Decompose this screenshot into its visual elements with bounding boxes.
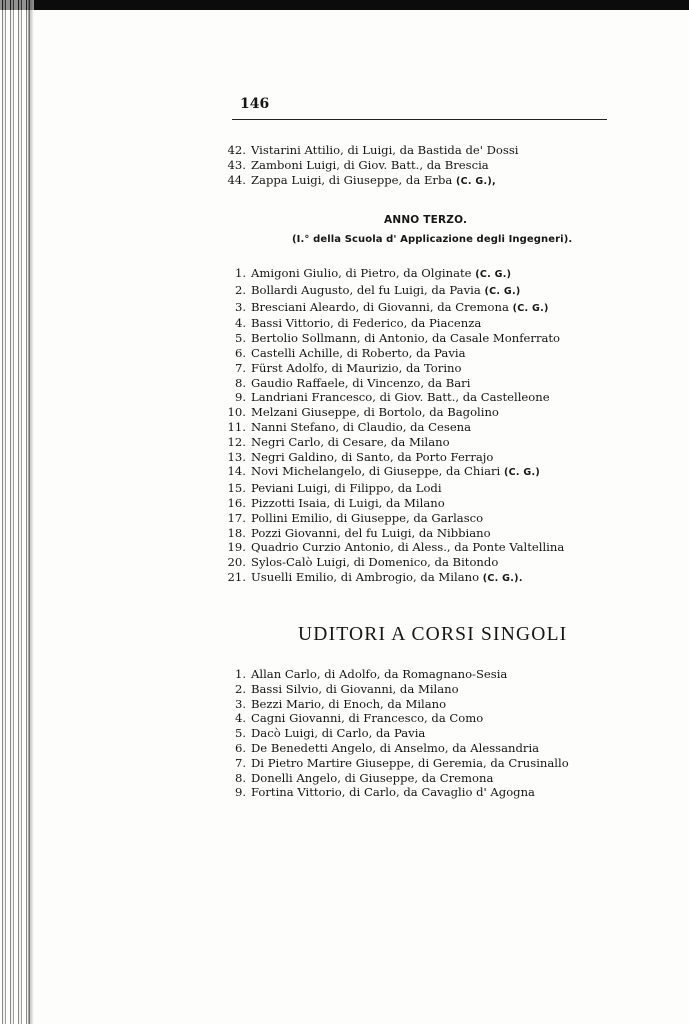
item-number: 2. <box>234 681 246 696</box>
item-text: Fürst Adolfo, di Maurizio, da Torino <box>251 360 462 375</box>
list-item <box>220 158 518 173</box>
item-text: Peviani Luigi, di Filippo, da Lodi <box>251 481 442 496</box>
item-number: 6. <box>234 740 246 755</box>
binding-shadow <box>28 0 34 1024</box>
list-item <box>220 405 564 420</box>
item-number: 42. <box>227 143 246 157</box>
item-number: 20. <box>227 555 246 570</box>
list-item <box>220 420 564 435</box>
item-number: 4. <box>234 711 246 726</box>
list-item <box>220 300 564 317</box>
item-number: 8. <box>234 770 246 785</box>
item-text: Amigoni Giulio, di Pietro, da Olginate <box>251 266 476 280</box>
list-item <box>220 726 569 741</box>
list-item <box>220 266 564 283</box>
item-text: Negri Galdino, di Santo, da Porto Ferrajo <box>251 449 494 464</box>
item-number: 3. <box>234 299 246 314</box>
continued-student-list <box>220 143 518 189</box>
item-number: 43. <box>227 157 246 172</box>
item-number: 16. <box>227 495 246 510</box>
item-number: 1. <box>234 667 246 681</box>
item-text: Sylos-Calò Luigi, di Domenico, da Bitondo <box>251 555 499 570</box>
list-item <box>220 376 564 391</box>
list-item <box>220 464 564 481</box>
item-number: 12. <box>227 434 246 449</box>
item-text: Castelli Achille, di Roberto, da Pavia <box>251 345 466 360</box>
item-number: 21. <box>227 569 246 584</box>
item-text: Dacò Luigi, di Carlo, da Pavia <box>251 726 426 741</box>
list-item <box>220 346 564 361</box>
item-text: Cagni Giovanni, di Francesco, da Como <box>251 711 484 726</box>
list-item <box>220 697 569 712</box>
item-text: Landriani Francesco, di Giov. Batt., da Castelleone <box>251 390 550 405</box>
item-number: 11. <box>227 419 246 434</box>
item-number: 3. <box>234 696 246 711</box>
section-subtitle-anno-terzo: (I.° della Scuola d' Applicazione degli Ingegneri). <box>292 234 573 245</box>
item-annotation: (C. G.) <box>484 285 521 297</box>
item-annotation: (C. G.) <box>475 269 512 280</box>
item-text: Nanni Stefano, di Claudio, da Cesena <box>251 419 472 434</box>
item-number: 9. <box>234 390 246 405</box>
item-text: Bassi Silvio, di Giovanni, da Milano <box>251 681 459 696</box>
page-number: 146 <box>240 96 270 112</box>
item-number: 9. <box>234 785 246 800</box>
list-item <box>220 667 569 682</box>
item-number: 5. <box>234 331 246 346</box>
item-text: Negri Carlo, di Cesare, da Milano <box>251 434 450 449</box>
item-number: 7. <box>234 755 246 770</box>
item-number: 19. <box>227 540 246 555</box>
list-item <box>220 555 564 570</box>
item-number: 13. <box>227 449 246 464</box>
item-text: Zamboni Luigi, di Giov. Batt., da Brescia <box>251 157 489 172</box>
list-item <box>220 570 564 587</box>
item-number: 18. <box>227 525 246 540</box>
item-annotation: (C. G.), <box>455 175 496 187</box>
item-number: 6. <box>234 345 246 360</box>
item-text: Allan Carlo, di Adolfo, da Romagnano-Sesia <box>251 667 508 681</box>
anno-terzo-student-list <box>220 266 564 587</box>
item-annotation: (C. G.) <box>503 467 541 479</box>
list-item <box>220 435 564 450</box>
item-text: De Benedetti Angelo, di Anselmo, da Alessandria <box>251 740 540 755</box>
list-item <box>220 526 564 541</box>
list-item <box>220 540 564 555</box>
list-item <box>220 283 564 300</box>
item-text: Pozzi Giovanni, del fu Luigi, da Nibbiano <box>251 525 491 540</box>
item-text: Zappa Luigi, di Giuseppe, da Erba <box>251 172 456 187</box>
scan-top-border <box>0 0 689 10</box>
item-number: 4. <box>234 316 246 331</box>
item-number: 14. <box>227 464 246 479</box>
item-number: 10. <box>227 405 246 420</box>
item-text: Pizzotti Isaia, di Luigi, da Milano <box>251 495 445 510</box>
item-text: Fortina Vittorio, di Carlo, da Cavaglio d' Agogna <box>251 785 535 800</box>
item-text: Usuelli Emilio, di Ambrogio, da Milano <box>251 569 483 584</box>
item-number: 8. <box>234 375 246 390</box>
list-item <box>220 143 518 158</box>
item-text: Pollini Emilio, di Giuseppe, da Garlasco <box>251 510 484 525</box>
item-text: Novi Michelangelo, di Giuseppe, da Chiari <box>251 464 504 479</box>
list-item <box>220 316 564 331</box>
list-item <box>220 711 569 726</box>
list-item <box>220 481 564 496</box>
list-item <box>220 741 569 756</box>
item-number: 2. <box>234 282 246 297</box>
list-item <box>220 173 518 190</box>
item-number: 5. <box>234 726 246 741</box>
item-number: 1. <box>234 266 246 280</box>
list-item <box>220 785 569 800</box>
list-item <box>220 361 564 376</box>
item-text: Donelli Angelo, di Giuseppe, da Cremona <box>251 770 494 785</box>
item-text: Vistarini Attilio, di Luigi, da Bastida de' Dossi <box>251 143 519 157</box>
list-item <box>220 756 569 771</box>
item-text: Quadrio Curzio Antonio, di Aless., da Ponte Valtellina <box>251 540 565 555</box>
item-text: Gaudio Raffaele, di Vincenzo, da Bari <box>251 375 471 390</box>
uditori-list <box>220 667 569 800</box>
item-annotation: (C. G.). <box>482 572 523 584</box>
item-number: 44. <box>227 172 246 187</box>
list-item <box>220 771 569 786</box>
section-title-anno-terzo: ANNO TERZO. <box>384 214 468 226</box>
list-item <box>220 682 569 697</box>
list-item <box>220 331 564 346</box>
header-rule <box>232 119 607 120</box>
list-item <box>220 511 564 526</box>
list-item <box>220 450 564 465</box>
item-annotation: (C. G.) <box>512 302 549 314</box>
item-text: Melzani Giuseppe, di Bortolo, da Bagolino <box>251 405 499 420</box>
item-text: Bollardi Augusto, del fu Luigi, da Pavia <box>251 282 485 297</box>
list-item <box>220 390 564 405</box>
list-item <box>220 496 564 511</box>
item-number: 15. <box>227 481 246 496</box>
item-text: Bassi Vittorio, di Federico, da Piacenza <box>251 316 482 331</box>
item-text: Di Pietro Martire Giuseppe, di Geremia, da Crusinallo <box>251 755 569 770</box>
item-text: Bezzi Mario, di Enoch, da Milano <box>251 696 447 711</box>
item-number: 17. <box>227 510 246 525</box>
item-number: 7. <box>234 360 246 375</box>
item-text: Bertolio Sollmann, di Antonio, da Casale Monferrato <box>251 331 561 346</box>
section-title-uditori: UDITORI A CORSI SINGOLI <box>298 624 568 645</box>
item-text: Bresciani Aleardo, di Giovanni, da Cremona <box>251 299 513 314</box>
